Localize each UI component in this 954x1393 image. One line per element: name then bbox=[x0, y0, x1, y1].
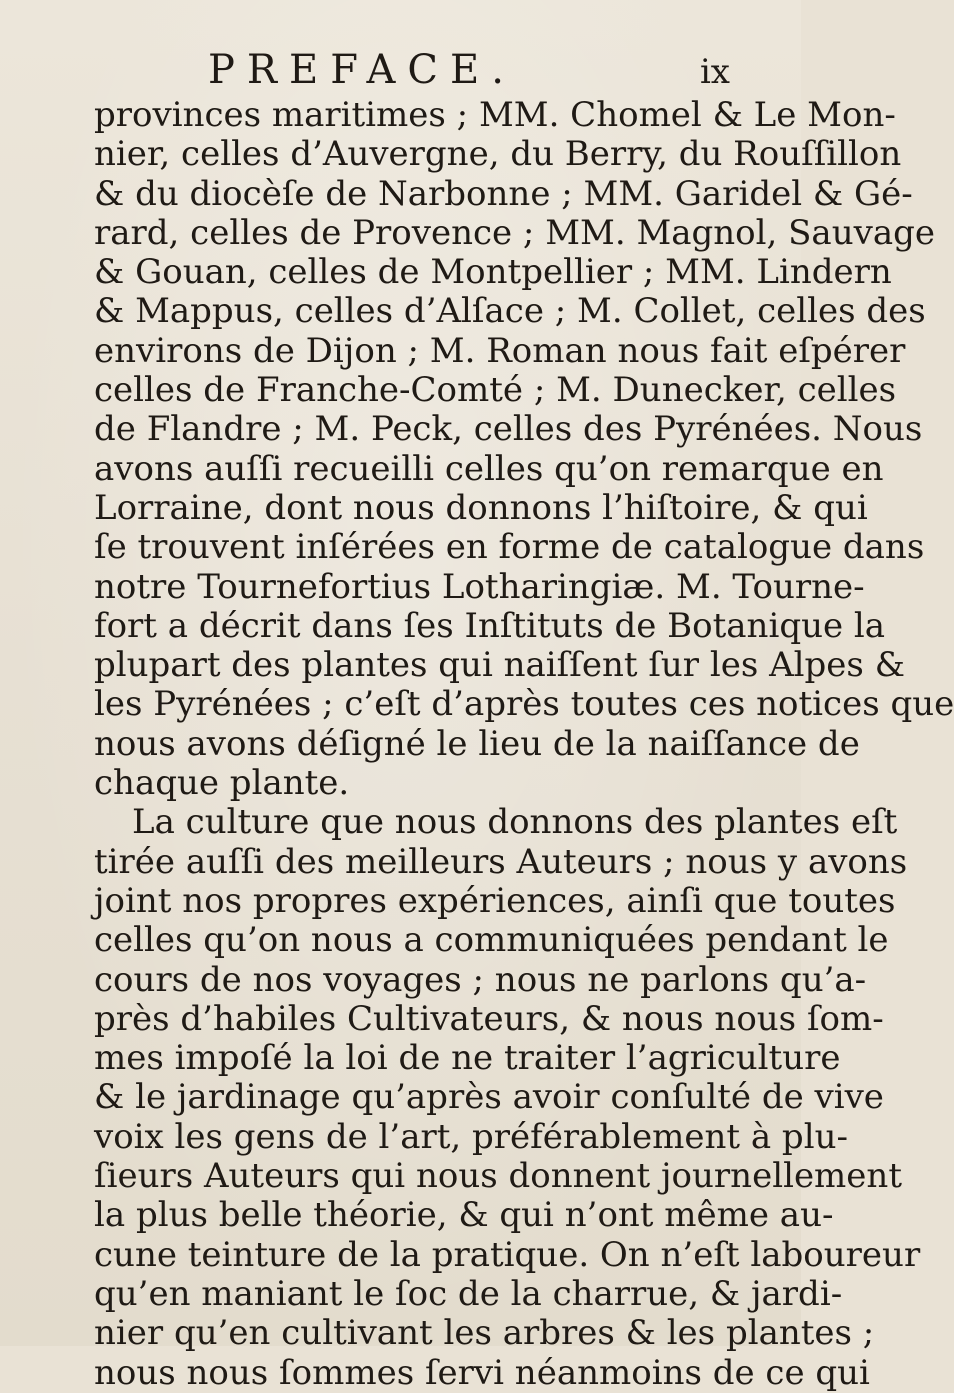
text-line: environs de Dijon ; M. Roman nous fait eſpérer bbox=[94, 330, 906, 371]
text-line: & du diocèſe de Narbonne ; MM. Garidel & Gé- bbox=[94, 173, 913, 214]
text-line: celles de Franche-Comté ; M. Dunecker, celles bbox=[94, 370, 897, 411]
text-line: cune teinture de la pratique. On n’eſt laboureur bbox=[94, 1234, 921, 1275]
text-line: notre Tournefortius Lotharingiæ. M. Tourne- bbox=[94, 566, 865, 607]
text-line: près d’habiles Cultivateurs, & nous nous ſom- bbox=[94, 998, 884, 1039]
text-line: nier qu’en cultivant les arbres & les plantes ; bbox=[94, 1313, 875, 1354]
text-line: nous avons déſigné le lieu de la naiſſance de bbox=[94, 723, 860, 764]
text-line: & le jardinage qu’après avoir conſulté de vive bbox=[94, 1077, 884, 1118]
text-line: ſieurs Auteurs qui nous donnent journellement bbox=[94, 1156, 902, 1197]
text-line: provinces maritimes ; MM. Chomel & Le Mon- bbox=[94, 95, 896, 135]
text-line: & Mappus, celles d’Alſace ; M. Collet, celles des bbox=[94, 291, 926, 332]
text-line: la plus belle théorie, & qui n’ont même au- bbox=[94, 1195, 834, 1236]
page-number: ix bbox=[699, 52, 730, 92]
text-line: tirée auſſi des meilleurs Auteurs ; nous y avons bbox=[94, 841, 908, 882]
text-line: celles qu’on nous a communiquées pendant le bbox=[94, 920, 889, 961]
text-line: mes impoſé la loi de ne traiter l’agriculture bbox=[94, 1038, 841, 1079]
text-line: nier, celles d’Auvergne, du Berry, du Rouſſillon bbox=[94, 134, 902, 175]
text-line: chaque plante. bbox=[94, 763, 350, 804]
text-line: ſe trouvent inſérées en forme de catalogue dans bbox=[94, 527, 925, 568]
text-line: nous nous ſommes ſervi néanmoins de ce qui bbox=[94, 1352, 870, 1393]
running-head bbox=[110, 48, 730, 92]
text-line: les Pyrénées ; c’eſt d’après toutes ces notices que bbox=[94, 684, 954, 725]
running-title: PREFACE. bbox=[208, 47, 516, 93]
text-line: plupart des plantes qui naiſſent ſur les Alpes & bbox=[94, 645, 905, 686]
text-line: avons auſſi recueilli celles qu’on remarque en bbox=[94, 448, 884, 489]
text-line: La culture que nous donnons des plantes eſt bbox=[132, 802, 898, 843]
text-line: Lorraine, dont nous donnons l’hiſtoire, & qui bbox=[94, 487, 868, 528]
text-line: fort a décrit dans ſes Inſtituts de Botanique la bbox=[94, 605, 886, 646]
text-line: rard, celles de Provence ; MM. Magnol, Sauvage bbox=[94, 212, 935, 253]
text-line: cours de nos voyages ; nous ne parlons qu’a- bbox=[94, 959, 867, 1000]
text-line: qu’en maniant le ſoc de la charrue, & jardi- bbox=[94, 1273, 843, 1314]
text-line: joint nos propres expériences, ainſi que toutes bbox=[94, 880, 896, 921]
text-line: & Gouan, celles de Montpellier ; MM. Lindern bbox=[94, 252, 892, 293]
text-line: de Flandre ; M. Peck, celles des Pyrénées. Nous bbox=[94, 409, 923, 450]
text-line: voix les gens de l’art, préférablement à plu- bbox=[94, 1116, 848, 1157]
body-text bbox=[94, 95, 954, 1393]
